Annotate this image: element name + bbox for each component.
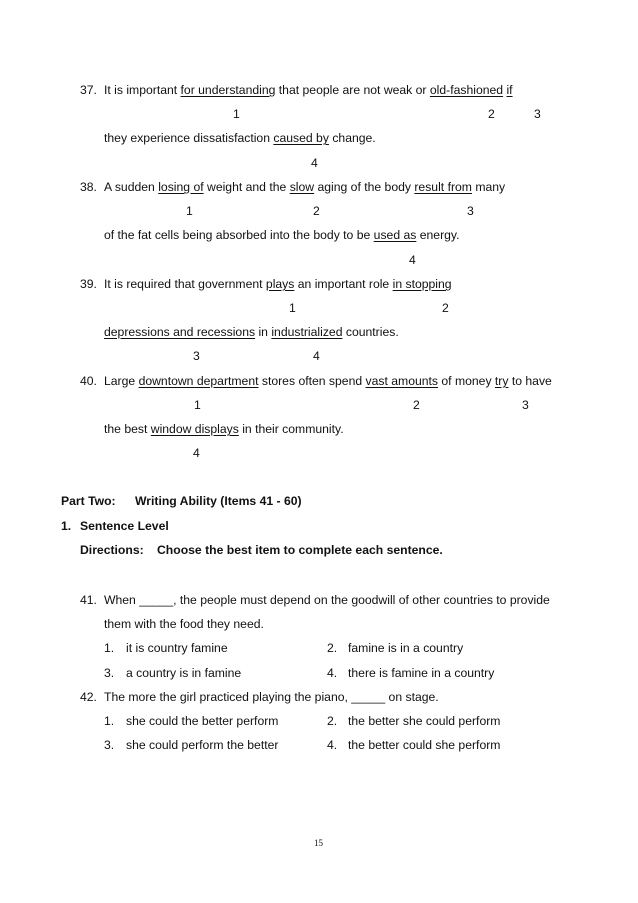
q41-option-2[interactable]: famine is in a country bbox=[348, 641, 464, 655]
q38-underline-4: used as bbox=[373, 228, 417, 242]
q38-text: weight and the bbox=[203, 180, 290, 194]
q39-mark-2: 2 bbox=[442, 301, 449, 315]
q41-option-3-number: 3. bbox=[104, 666, 115, 680]
q38-mark-3: 3 bbox=[467, 204, 474, 218]
q41-line1: When _____, the people must depend on the goodwill of other countries to provide bbox=[104, 593, 550, 607]
q39-line1 bbox=[104, 277, 452, 292]
q40-underline-1: downtown department bbox=[138, 374, 259, 388]
q41-option-1-number: 1. bbox=[104, 641, 115, 655]
q40-text: the best bbox=[104, 422, 151, 436]
q38-text: of the fat cells being absorbed into the body to be bbox=[104, 228, 374, 242]
q38-underline-3: result from bbox=[414, 180, 472, 194]
q42-option-2-number: 2. bbox=[327, 714, 338, 728]
q38-text: A sudden bbox=[104, 180, 159, 194]
q37-text: It is important bbox=[104, 83, 181, 97]
q37-line2 bbox=[104, 131, 376, 146]
q40-mark-1: 1 bbox=[194, 398, 201, 412]
q38-line2 bbox=[104, 228, 460, 243]
q40-text: Large bbox=[104, 374, 139, 388]
q42-option-1-number: 1. bbox=[104, 714, 115, 728]
q38-mark-2: 2 bbox=[313, 204, 320, 218]
q39-text: countries. bbox=[342, 325, 399, 339]
q41-number: 41. bbox=[80, 593, 97, 607]
q38-underline-1: losing of bbox=[158, 180, 204, 194]
q40-mark-2: 2 bbox=[413, 398, 420, 412]
q41-option-3[interactable]: a country is in famine bbox=[126, 666, 242, 680]
q38-line1 bbox=[104, 180, 505, 195]
directions-label: Directions: bbox=[80, 543, 144, 557]
q42-option-4-number: 4. bbox=[327, 738, 338, 752]
section-title: Sentence Level bbox=[80, 519, 169, 533]
q37-underline-4: caused by bbox=[273, 131, 329, 145]
page-number: 15 bbox=[314, 838, 323, 848]
q37-text: change. bbox=[328, 131, 376, 145]
q37-mark-4: 4 bbox=[311, 156, 318, 170]
q37-underline-3: if bbox=[506, 83, 513, 97]
q39-number: 39. bbox=[80, 277, 97, 291]
q38-text: many bbox=[471, 180, 506, 194]
q42-option-2[interactable]: the better she could perform bbox=[348, 714, 501, 728]
q41-option-4-number: 4. bbox=[327, 666, 338, 680]
q39-underline-4: industrialized bbox=[271, 325, 343, 339]
q41-option-2-number: 2. bbox=[327, 641, 338, 655]
q38-underline-2: slow bbox=[289, 180, 315, 194]
q40-underline-2: vast amounts bbox=[365, 374, 439, 388]
q38-text: aging of the body bbox=[314, 180, 415, 194]
q40-number: 40. bbox=[80, 374, 97, 388]
q39-mark-4: 4 bbox=[313, 349, 320, 363]
q38-text: energy. bbox=[416, 228, 460, 242]
directions-text: Choose the best item to complete each sentence. bbox=[157, 543, 443, 557]
q40-text: in their community. bbox=[238, 422, 344, 436]
q37-underline-1: for understanding bbox=[180, 83, 276, 97]
q39-text: It is required that government bbox=[104, 277, 266, 291]
q37-underline-2: old-fashioned bbox=[429, 83, 504, 97]
q38-mark-4: 4 bbox=[409, 253, 416, 267]
q37-line1 bbox=[104, 83, 513, 98]
q42-option-3-number: 3. bbox=[104, 738, 115, 752]
q40-mark-3: 3 bbox=[522, 398, 529, 412]
q39-mark-3: 3 bbox=[193, 349, 200, 363]
q41-option-1[interactable]: it is country famine bbox=[126, 641, 228, 655]
q39-underline-2: in stopping bbox=[392, 277, 452, 291]
q39-underline-1: plays bbox=[265, 277, 295, 291]
q41-option-4[interactable]: there is famine in a country bbox=[348, 666, 495, 680]
part-two-label: Part Two: bbox=[61, 494, 116, 508]
q38-mark-1: 1 bbox=[186, 204, 193, 218]
q39-underline-3: depressions and recessions bbox=[104, 325, 256, 339]
q39-text: in bbox=[255, 325, 272, 339]
q42-option-4[interactable]: the better could she perform bbox=[348, 738, 501, 752]
q37-mark-1: 1 bbox=[233, 107, 240, 121]
q37-text: they experience dissatisfaction bbox=[104, 131, 274, 145]
q39-mark-1: 1 bbox=[289, 301, 296, 315]
q40-text: of money bbox=[438, 374, 495, 388]
q37-mark-3: 3 bbox=[534, 107, 541, 121]
q40-mark-4: 4 bbox=[193, 446, 200, 460]
q41-line2: them with the food they need. bbox=[104, 617, 264, 631]
section-number: 1. bbox=[61, 519, 72, 533]
q40-line2 bbox=[104, 422, 344, 437]
q40-underline-3: try bbox=[494, 374, 509, 388]
q42-number: 42. bbox=[80, 690, 97, 704]
q37-text: that people are not weak or bbox=[275, 83, 430, 97]
q38-number: 38. bbox=[80, 180, 97, 194]
part-two-title: Writing Ability (Items 41 - 60) bbox=[135, 494, 302, 508]
q42-line1: The more the girl practiced playing the piano, _____ on stage. bbox=[104, 690, 439, 704]
q42-option-3[interactable]: she could perform the better bbox=[126, 738, 279, 752]
q39-text: an important role bbox=[294, 277, 393, 291]
q40-underline-4: window displays bbox=[150, 422, 239, 436]
q40-line1 bbox=[104, 374, 552, 389]
q42-option-1[interactable]: she could the better perform bbox=[126, 714, 279, 728]
q40-text: to have bbox=[508, 374, 552, 388]
q37-number: 37. bbox=[80, 83, 97, 97]
q40-text: stores often spend bbox=[258, 374, 366, 388]
q37-mark-2: 2 bbox=[488, 107, 495, 121]
q39-line2 bbox=[104, 325, 399, 340]
